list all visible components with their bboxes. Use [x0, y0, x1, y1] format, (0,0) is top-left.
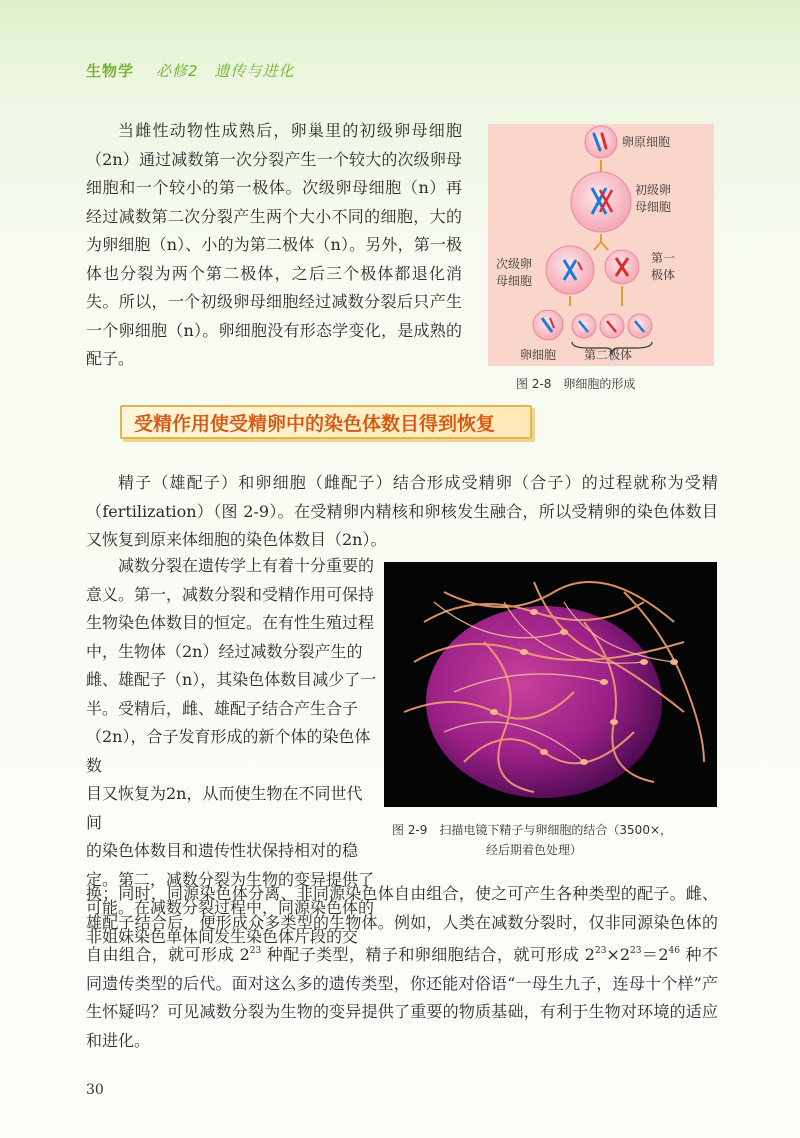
text-line: 意义。第一，减数分裂和受精作用可保持: [86, 584, 375, 604]
figure-egg-formation: [488, 124, 714, 366]
text-line: 可能。在减数分裂过程中，同源染色体的: [86, 898, 375, 917]
running-header: [86, 60, 295, 81]
text-run: 种不同遗传类型的后代。面对这么多的遗传类型，你还能对俗语“一母生九子，连母十个样”产生怀疑吗？可见减数分裂为生物的变异提供了重要的物质基础，有利于生物对环境的适应和进化。: [86, 945, 718, 1050]
text-run: ＝2: [641, 945, 669, 964]
superscript: 23: [249, 946, 262, 956]
paragraph-oocyte: [86, 117, 462, 374]
label-oogonium: 卵原细胞: [622, 135, 671, 149]
text-line: 半。受精后，雌、雄配子结合产生合子: [86, 698, 359, 718]
book-title: 生物学: [86, 62, 135, 80]
label-egg-cell: 卵细胞: [520, 348, 557, 362]
text-line: 定。第二，减数分裂为生物的变异提供了: [86, 869, 375, 889]
paragraph-text: 精子（雄配子）和卵细胞（雌配子）结合形成受精卵（合子）的过程就称为受精（fertilization）（图 2-9）。在受精卵内精核和卵核发生融合，所以受精卵的染色体数目又恢复到原来体细胞的染色体数目（2n）。: [86, 473, 718, 549]
label-primary-oocyte-1: 初级卵: [635, 183, 672, 197]
primary-oocyte-cell: [571, 172, 631, 232]
first-polar-body-cell: [605, 250, 639, 284]
caption-line: 经后期着色处理）: [486, 843, 583, 857]
figure-2-9-caption: [392, 820, 718, 860]
text-line: 生物染色体数目的恒定。在有性生殖过程: [86, 613, 375, 632]
egg-formation-diagram: [488, 124, 714, 366]
figure-2-8-caption: 图 2-8 卵细胞的形成: [516, 377, 636, 391]
secondary-oocyte-cell: [546, 246, 594, 294]
chapter-subtitle: 必修2 遗传与进化: [156, 62, 295, 80]
superscript: 23: [594, 946, 607, 956]
label-secondary-oocyte-1: 次级卵: [496, 257, 533, 271]
section-title: 受精作用使受精卵中的染色体数目得到恢复: [120, 405, 532, 439]
text-line: （2n），合子发育形成的新个体的染色体数: [86, 727, 371, 775]
label-secondary-oocyte-2: 母细胞: [496, 274, 533, 288]
paragraph-text: 当雌性动物性成熟后，卵巢里的初级卵母细胞（2n）通过减数第一次分裂产生一个较大的次级卵母细胞和一个较小的第一极体。次级卵母细胞（n）再经过减数第二次分裂产生两个大小不同的细胞，大的为卵细胞（n）、小的为第二极体（n）。另外，第一极体也分裂为两个第二极体，之后三个极体都退化消失。所以，一个初级卵母细胞经过减数分裂后只产生一个卵细胞（n）。卵细胞没有形态学变化，是成熟的配子。: [86, 121, 462, 368]
second-polar-body-cells: [572, 314, 652, 338]
paragraph-fertilization: [86, 469, 718, 555]
page-number: 30: [86, 1082, 104, 1098]
paragraph-variation: [86, 880, 718, 1055]
label-first-polar-1: 第一: [651, 251, 676, 265]
text-run: 种配子类型，精子和卵细胞结合，就可形成 2: [261, 945, 595, 964]
paragraph-text: [86, 880, 718, 1055]
superscript: 23: [630, 946, 642, 956]
text-run: 换；同时，同源染色体分离、非同源染色体自由组合，使之可产生各种类型的配子。雌、雄配子结合后，便形成众多类型的生物体。例如，人类在减数分裂时，仅非同源染色体的自由组合，就可形成 2: [86, 884, 718, 964]
label-second-polar: 第二极体: [584, 348, 633, 362]
text-line: 减数分裂在遗传学上有着十分重要的: [118, 556, 375, 575]
sem-photo-sperm-egg: [384, 562, 717, 807]
text-line: 的染色体数目和遗传性状保持相对的稳: [86, 841, 359, 860]
text-run: ×2: [606, 945, 631, 964]
text-line: 非姐妹染色单体间发生染色体片段的交: [86, 926, 359, 946]
text-line: 目又恢复为2n，从而使生物在不同世代间: [86, 784, 363, 832]
label-first-polar-2: 极体: [651, 268, 676, 282]
oogonium-cell: [585, 126, 617, 158]
caption-line: 图 2-9 扫描电镜下精子与卵细胞的结合（3500×，: [392, 823, 673, 837]
label-primary-oocyte-2: 母细胞: [635, 200, 672, 214]
superscript: 46: [668, 946, 680, 956]
sperm-egg-illustration: [384, 562, 717, 807]
text-line: 雌、雄配子（n），其染色体数目减少了一: [86, 670, 377, 689]
egg-cell: [533, 310, 563, 340]
text-line: 中，生物体（2n）经过减数分裂产生的: [86, 641, 363, 661]
